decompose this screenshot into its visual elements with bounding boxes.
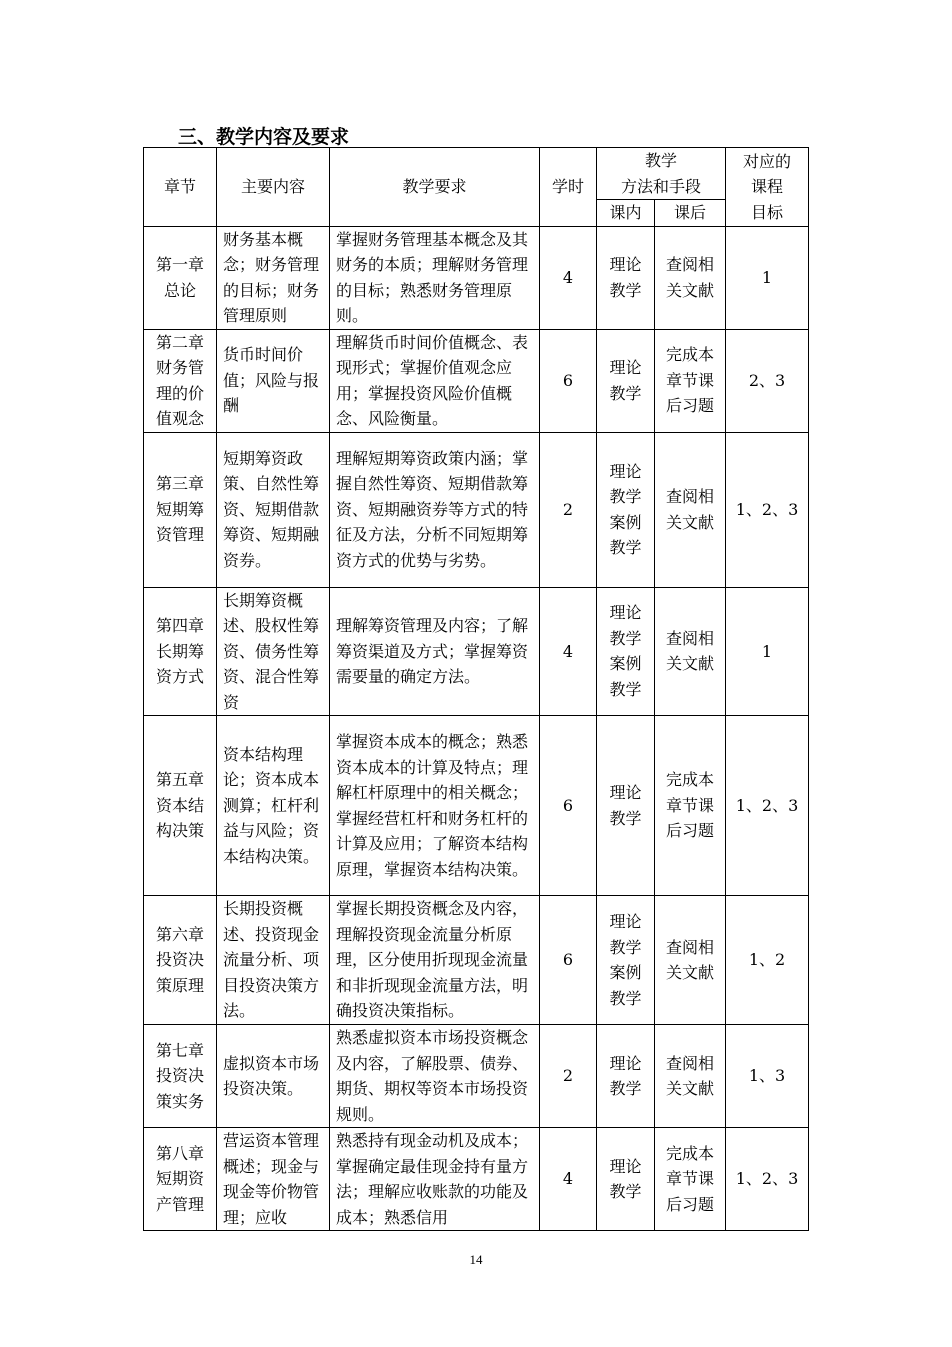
table-row	[144, 896, 809, 1025]
in-class-cell: 理论 教学	[597, 226, 655, 329]
objective-cell: 2、3	[726, 329, 809, 432]
content-cell: 财务基本概念；财务管理的目标；财务管理原则	[217, 226, 330, 329]
section-title: 三、教学内容及要求	[178, 126, 350, 148]
header-in-class: 课内	[597, 200, 655, 227]
chapter-cell: 第四章 长期筹 资方式	[144, 587, 217, 716]
hours-cell: 6	[540, 896, 597, 1025]
in-class-cell: 理论 教学	[597, 329, 655, 432]
requirement-cell: 理解筹资管理及内容；了解筹资渠道及方式；掌握筹资需要量的确定方法。	[330, 587, 540, 716]
header-after-class: 课后	[655, 200, 726, 227]
chapter-cell: 第二章 财务管 理的价 值观念	[144, 329, 217, 432]
table-header-row	[144, 148, 809, 200]
table-row	[144, 587, 809, 716]
in-class-cell: 理论 教学	[597, 1128, 655, 1231]
header-hours: 学时	[540, 148, 597, 227]
chapter-cell: 第七章 投资决 策实务	[144, 1025, 217, 1128]
after-class-cell: 查阅相 关文献	[655, 896, 726, 1025]
hours-cell: 4	[540, 1128, 597, 1231]
in-class-cell: 理论 教学	[597, 1025, 655, 1128]
content-cell: 短期筹资政策、自然性筹资、短期借款筹资、短期融资券。	[217, 432, 330, 587]
requirement-cell: 熟悉持有现金动机及成本；掌握确定最佳现金持有量方法；理解应收账款的功能及成本；熟悉信用	[330, 1128, 540, 1231]
objective-cell: 1、2	[726, 896, 809, 1025]
header-content: 主要内容	[217, 148, 330, 227]
hours-cell: 6	[540, 716, 597, 896]
chapter-cell: 第六章 投资决 策原理	[144, 896, 217, 1025]
hours-cell: 4	[540, 587, 597, 716]
after-class-cell: 查阅相 关文献	[655, 226, 726, 329]
page-number: 14	[469, 1252, 483, 1267]
in-class-cell: 理论 教学 案例 教学	[597, 432, 655, 587]
hours-cell: 6	[540, 329, 597, 432]
table-row	[144, 226, 809, 329]
after-class-cell: 查阅相 关文献	[655, 1025, 726, 1128]
objective-cell: 1	[726, 587, 809, 716]
content-cell: 虚拟资本市场投资决策。	[217, 1025, 330, 1128]
chapter-cell: 第三章 短期筹 资管理	[144, 432, 217, 587]
after-class-cell: 查阅相 关文献	[655, 587, 726, 716]
after-class-cell: 完成本 章节课 后习题	[655, 329, 726, 432]
after-class-cell: 完成本 章节课 后习题	[655, 716, 726, 896]
objective-cell: 1、2、3	[726, 432, 809, 587]
hours-cell: 4	[540, 226, 597, 329]
requirement-cell: 掌握资本成本的概念；熟悉资本成本的计算及特点；理解杠杆原理中的相关概念；掌握经营杠杆和财务杠杆的计算及应用；了解资本结构原理，掌握资本结构决策。	[330, 716, 540, 896]
objective-cell: 1、3	[726, 1025, 809, 1128]
requirement-cell: 掌握长期投资概念及内容，理解投资现金流量分析原理，区分使用折现现金流量和非折现现金流量方法，明确投资决策指标。	[330, 896, 540, 1025]
table-row	[144, 716, 809, 896]
chapter-cell: 第一章 总论	[144, 226, 217, 329]
table-row	[144, 329, 809, 432]
after-class-cell: 查阅相 关文献	[655, 432, 726, 587]
chapter-cell: 第八章 短期资 产管理	[144, 1128, 217, 1231]
hours-cell: 2	[540, 432, 597, 587]
header-requirement: 教学要求	[330, 148, 540, 227]
objective-cell: 1、2、3	[726, 1128, 809, 1231]
header-objective: 对应的 课程 目标	[726, 148, 809, 227]
requirement-cell: 理解短期筹资政策内涵；掌握自然性筹资、短期借款筹资、短期融资券等方式的特征及方法，分析不同短期筹资方式的优势与劣势。	[330, 432, 540, 587]
header-method-group: 教学 方法和手段	[597, 148, 726, 200]
table-row	[144, 1025, 809, 1128]
chapter-cell: 第五章 资本结 构决策	[144, 716, 217, 896]
content-cell: 货币时间价值；风险与报酬	[217, 329, 330, 432]
hours-cell: 2	[540, 1025, 597, 1128]
in-class-cell: 理论 教学 案例 教学	[597, 896, 655, 1025]
in-class-cell: 理论 教学 案例 教学	[597, 587, 655, 716]
content-cell: 长期筹资概述、股权性筹资、债务性筹资、混合性筹资	[217, 587, 330, 716]
content-cell: 长期投资概述、投资现金流量分析、项目投资决策方法。	[217, 896, 330, 1025]
requirement-cell: 理解货币时间价值概念、表现形式；掌握价值观念应用；掌握投资风险价值概念、风险衡量。	[330, 329, 540, 432]
in-class-cell: 理论 教学	[597, 716, 655, 896]
content-cell: 资本结构理论；资本成本测算；杠杆利益与风险；资本结构决策。	[217, 716, 330, 896]
content-cell: 营运资本管理概述；现金与现金等价物管理；应收	[217, 1128, 330, 1231]
table-row	[144, 432, 809, 587]
requirement-cell: 掌握财务管理基本概念及其财务的本质；理解财务管理的目标；熟悉财务管理原则。	[330, 226, 540, 329]
requirement-cell: 熟悉虚拟资本市场投资概念及内容，了解股票、债券、期货、期权等资本市场投资规则。	[330, 1025, 540, 1128]
objective-cell: 1	[726, 226, 809, 329]
after-class-cell: 完成本 章节课 后习题	[655, 1128, 726, 1231]
table-row	[144, 1128, 809, 1231]
header-chapter: 章节	[144, 148, 217, 227]
objective-cell: 1、2、3	[726, 716, 809, 896]
syllabus-table	[143, 147, 809, 1231]
